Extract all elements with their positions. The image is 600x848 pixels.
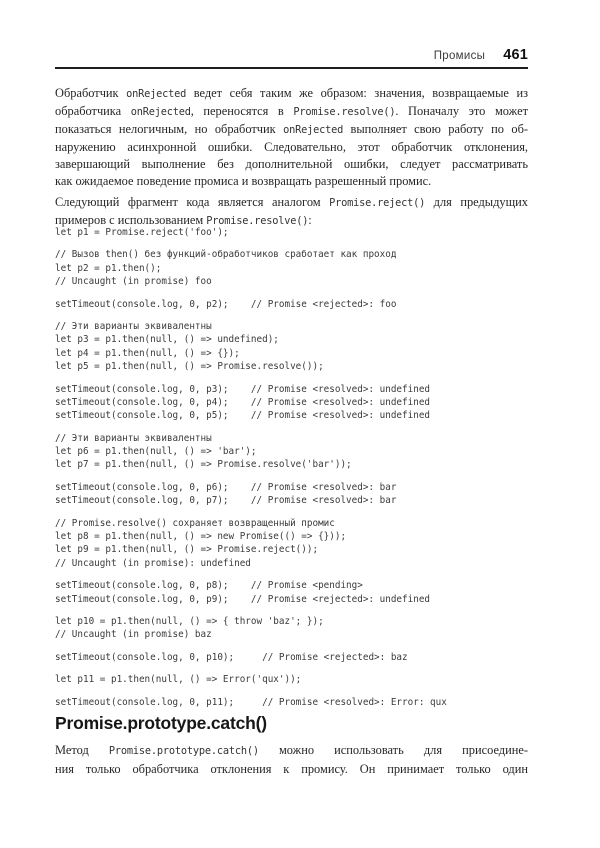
paragraph-catch-intro <box>55 741 528 778</box>
text-line: завершающий выполнение без дополнительной ошибки, следует рассматривать <box>55 157 528 171</box>
code-line: setTimeout(console.log, 0, p2); // Promise <rejected>: foo <box>55 298 397 310</box>
header-rule <box>55 67 528 69</box>
code-line <box>55 664 555 673</box>
inline-code: Promise.resolve() <box>293 106 396 118</box>
code-line: setTimeout(console.log, 0, p3); // Promise <resolved>: undefined <box>55 383 431 395</box>
code-line <box>55 687 555 696</box>
code-line: setTimeout(console.log, 0, p9); // Promise <rejected>: undefined <box>55 593 431 605</box>
code-line: let p5 = p1.then(null, () => Promise.resolve()); <box>55 361 324 373</box>
inline-code: onRejected <box>130 106 191 118</box>
code-line: let p8 = p1.then(null, () => new Promise(() => {})); <box>55 531 347 543</box>
paragraph-onrejected-behavior <box>55 85 528 190</box>
code-line: // Uncaught (in promise) baz <box>55 629 212 641</box>
section-heading: Promise.prototype.catch() <box>55 713 267 733</box>
text-line: показаться нелогичным, но обработчик onRejected выполняет свою работу по об- <box>55 122 528 136</box>
code-line: setTimeout(console.log, 0, p6); // Promise <resolved>: bar <box>55 481 397 493</box>
code-line <box>55 508 555 517</box>
code-line: let p1 = Promise.reject('foo'); <box>55 227 229 238</box>
code-line: // Вызов then() без функций-обработчиков сработает как проход <box>55 249 397 261</box>
code-line <box>55 239 555 248</box>
code-line: // Эти варианты эквивалентны <box>55 432 212 444</box>
code-line <box>55 570 555 579</box>
code-line: setTimeout(console.log, 0, p4); // Promise <resolved>: undefined <box>55 396 431 408</box>
text-line: Обработчик onRejected ведет себя таким же образом: значения, возвращаемые из <box>55 86 529 100</box>
inline-code: Promise.resolve() <box>206 215 309 227</box>
paragraph-code-intro <box>55 194 528 230</box>
code-line <box>55 311 555 320</box>
code-block <box>55 226 555 709</box>
inline-code: onRejected <box>283 124 344 136</box>
code-line <box>55 289 555 298</box>
code-line: let p11 = p1.then(null, () => Error('qux')); <box>55 674 302 686</box>
code-line: // Uncaught (in promise) foo <box>55 276 212 288</box>
text-line: как ожидаемое поведение промиса и возвращать разрешенный промис. <box>55 174 432 188</box>
code-line <box>55 472 555 481</box>
code-line <box>55 374 555 383</box>
code-line: let p3 = p1.then(null, () => undefined); <box>55 334 279 346</box>
code-line: setTimeout(console.log, 0, p10); // Promise <rejected>: baz <box>55 651 408 663</box>
code-line: setTimeout(console.log, 0, p7); // Promise <resolved>: bar <box>55 495 397 507</box>
code-line: // Promise.resolve() сохраняет возвращенный промис <box>55 517 335 529</box>
code-line <box>55 642 555 651</box>
text-line: обработчика onRejected, переносятся в Promise.resolve(). Поначалу это может <box>55 104 528 118</box>
text-line: примеров с использованием Promise.resolve(): <box>55 213 312 227</box>
code-line: let p4 = p1.then(null, () => {}); <box>55 347 240 359</box>
code-line: let p6 = p1.then(null, () => 'bar'); <box>55 446 257 458</box>
text-line: ния только обработчика отклонения к промису. Он принимает только один <box>55 762 528 776</box>
text-line: наружению асинхронной ошибки. Следовательно, этот обработчик отклонения, <box>55 140 528 154</box>
code-line: setTimeout(console.log, 0, p8); // Promise <pending> <box>55 580 363 592</box>
inline-code: Promise.prototype.catch() <box>108 745 259 757</box>
text-line: Метод Promise.prototype.catch() можно использовать для присоедине- <box>55 743 528 757</box>
running-head: Промисы <box>433 50 486 62</box>
code-line: let p2 = p1.then(); <box>55 262 162 274</box>
code-line: // Эти варианты эквивалентны <box>55 320 212 332</box>
code-line: let p7 = p1.then(null, () => Promise.resolve('bar')); <box>55 459 352 471</box>
page-number: 461 <box>503 47 528 63</box>
code-line: let p10 = p1.then(null, () => { throw 'baz'; }); <box>55 615 324 627</box>
text-line: Следующий фрагмент кода является аналогом Promise.reject() для предыдущих <box>55 195 528 209</box>
page-header <box>434 47 528 63</box>
code-line <box>55 423 555 432</box>
code-line <box>55 606 555 615</box>
code-line: setTimeout(console.log, 0, p11); // Promise <resolved>: Error: qux <box>55 696 447 708</box>
code-line: let p9 = p1.then(null, () => Promise.reject()); <box>55 544 319 556</box>
inline-code: onRejected <box>126 88 187 100</box>
inline-code: Promise.reject() <box>329 197 426 209</box>
code-line: // Uncaught (in promise): undefined <box>55 557 251 569</box>
code-line: setTimeout(console.log, 0, p5); // Promise <resolved>: undefined <box>55 410 431 422</box>
